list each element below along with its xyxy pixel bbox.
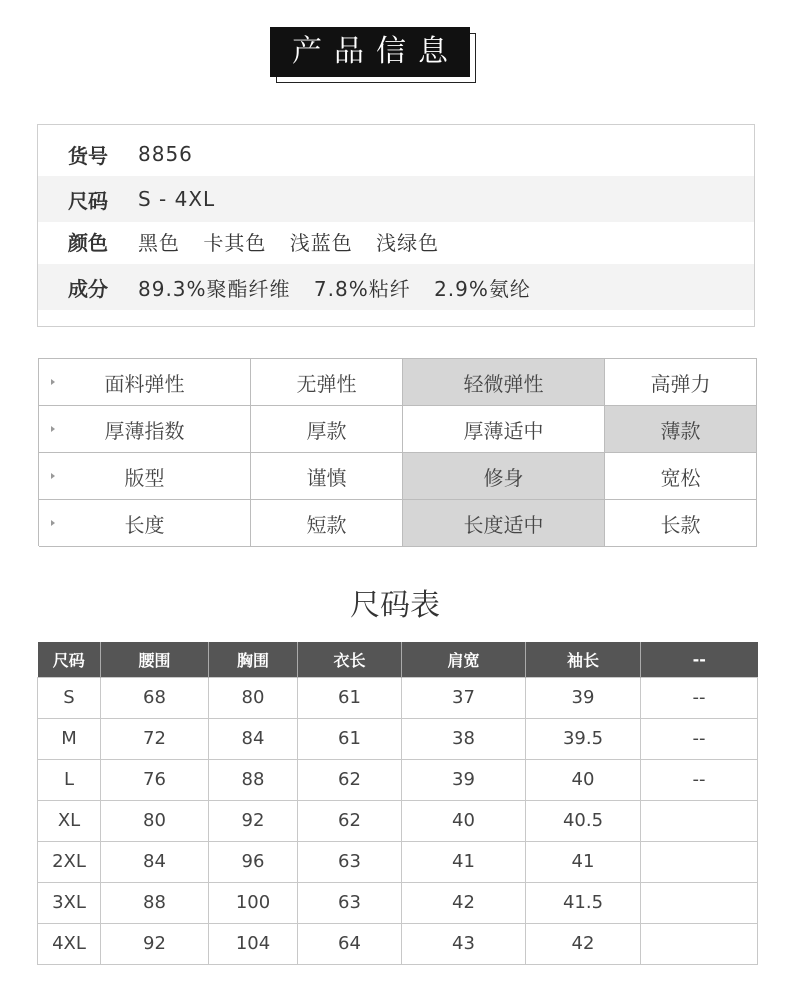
- triangle-bullet-icon: [51, 379, 55, 385]
- table-cell: 76: [101, 759, 209, 800]
- table-cell: S: [38, 677, 101, 718]
- table-row: [38, 800, 758, 841]
- attribute-row: [39, 500, 757, 547]
- table-cell: 39.5: [526, 718, 641, 759]
- attribute-option-selected: 轻微弹性: [403, 359, 605, 406]
- attribute-label-text: 长度: [124, 512, 165, 537]
- table-row: [38, 882, 758, 923]
- table-cell: 63: [298, 841, 402, 882]
- table-cell: XL: [38, 800, 101, 841]
- attribute-option: 宽松: [605, 453, 757, 500]
- attribute-option-selected: 修身: [403, 453, 605, 500]
- table-cell: 43: [402, 923, 526, 964]
- table-cell: 3XL: [38, 882, 101, 923]
- size-chart-header-row: [38, 642, 758, 677]
- table-cell: 80: [101, 800, 209, 841]
- attribute-option: 长款: [605, 500, 757, 547]
- column-header: 尺码: [38, 642, 101, 677]
- table-cell: 96: [209, 841, 298, 882]
- attribute-option-selected: 薄款: [605, 406, 757, 453]
- triangle-bullet-icon: [51, 473, 55, 479]
- triangle-bullet-icon: [51, 520, 55, 526]
- table-cell: 61: [298, 677, 402, 718]
- table-cell: 41.5: [526, 882, 641, 923]
- page-title: 产品信息: [270, 27, 470, 77]
- table-cell: 39: [526, 677, 641, 718]
- table-cell: 41: [402, 841, 526, 882]
- attribute-label-text: 厚薄指数: [104, 418, 185, 443]
- attribute-option: 谨慎: [251, 453, 403, 500]
- info-value-part: 卡其色: [203, 230, 267, 255]
- attribute-label: [39, 359, 251, 406]
- column-header: 肩宽: [402, 642, 526, 677]
- attribute-grid: [38, 358, 757, 546]
- table-cell: L: [38, 759, 101, 800]
- column-header: 胸围: [209, 642, 298, 677]
- info-value-part: S - 4XL: [138, 187, 216, 211]
- info-key: 颜色: [68, 230, 108, 255]
- table-cell: 40.5: [526, 800, 641, 841]
- table-cell: 2XL: [38, 841, 101, 882]
- attribute-option: 厚薄适中: [403, 406, 605, 453]
- table-row: [38, 677, 758, 718]
- table-cell: 84: [209, 718, 298, 759]
- table-cell: 64: [298, 923, 402, 964]
- size-chart-body: [38, 677, 758, 964]
- info-value-part: 8856: [138, 142, 193, 166]
- info-key: 成分: [68, 276, 108, 301]
- table-row: [38, 841, 758, 882]
- table-cell: 104: [209, 923, 298, 964]
- table-cell: 63: [298, 882, 402, 923]
- info-value: [138, 142, 209, 166]
- info-value-part: 黑色: [138, 230, 180, 255]
- table-cell: 84: [101, 841, 209, 882]
- table-cell: [641, 923, 758, 964]
- table-cell: --: [641, 718, 758, 759]
- table-cell: 4XL: [38, 923, 101, 964]
- attribute-label: [39, 453, 251, 500]
- product-info-header: [270, 27, 476, 83]
- info-value: [138, 273, 547, 302]
- info-value-part: 2.9%氨纶: [434, 276, 531, 301]
- table-cell: 68: [101, 677, 209, 718]
- info-row-size: [38, 176, 754, 222]
- info-key: 货号: [68, 143, 108, 168]
- table-cell: 39: [402, 759, 526, 800]
- table-cell: 61: [298, 718, 402, 759]
- table-cell: 38: [402, 718, 526, 759]
- triangle-bullet-icon: [51, 426, 55, 432]
- info-row-material: [38, 264, 754, 310]
- table-cell: [641, 882, 758, 923]
- table-cell: 92: [209, 800, 298, 841]
- table-row: [38, 759, 758, 800]
- attribute-row: [39, 359, 757, 406]
- info-row-color: [38, 218, 754, 264]
- table-cell: 40: [526, 759, 641, 800]
- info-value: [138, 227, 455, 256]
- attribute-row: [39, 406, 757, 453]
- table-row: [38, 718, 758, 759]
- table-cell: 100: [209, 882, 298, 923]
- attribute-option: 短款: [251, 500, 403, 547]
- table-cell: 80: [209, 677, 298, 718]
- table-cell: 41: [526, 841, 641, 882]
- table-cell: 72: [101, 718, 209, 759]
- table-row: [38, 923, 758, 964]
- product-info-panel: [37, 124, 755, 327]
- column-header: 腰围: [101, 642, 209, 677]
- table-cell: 88: [209, 759, 298, 800]
- table-cell: 92: [101, 923, 209, 964]
- info-value-part: 浅蓝色: [289, 230, 353, 255]
- table-cell: 42: [526, 923, 641, 964]
- table-cell: 62: [298, 800, 402, 841]
- attribute-option: 无弹性: [251, 359, 403, 406]
- column-header: --: [641, 642, 758, 677]
- info-key: 尺码: [68, 188, 108, 213]
- info-row-item-number: [38, 131, 754, 177]
- attribute-row: [39, 453, 757, 500]
- info-value: [138, 187, 231, 211]
- info-value-part: 7.8%粘纤: [313, 276, 411, 301]
- attribute-label-text: 面料弹性: [104, 371, 185, 396]
- attribute-label: [39, 500, 251, 547]
- table-cell: --: [641, 677, 758, 718]
- attribute-option: 高弹力: [605, 359, 757, 406]
- table-cell: --: [641, 759, 758, 800]
- table-cell: 37: [402, 677, 526, 718]
- table-cell: 62: [298, 759, 402, 800]
- table-cell: [641, 800, 758, 841]
- info-value-part: 89.3%聚酯纤维: [138, 276, 291, 301]
- column-header: 衣长: [298, 642, 402, 677]
- attribute-option-selected: 长度适中: [403, 500, 605, 547]
- size-chart-title: 尺码表: [350, 588, 440, 623]
- attribute-label-text: 版型: [124, 465, 165, 490]
- table-cell: [641, 841, 758, 882]
- attribute-label: [39, 406, 251, 453]
- info-value-part: 浅绿色: [376, 230, 440, 255]
- table-cell: 88: [101, 882, 209, 923]
- table-cell: M: [38, 718, 101, 759]
- attribute-option: 厚款: [251, 406, 403, 453]
- table-cell: 42: [402, 882, 526, 923]
- size-chart-table: [37, 642, 758, 965]
- column-header: 袖长: [526, 642, 641, 677]
- table-cell: 40: [402, 800, 526, 841]
